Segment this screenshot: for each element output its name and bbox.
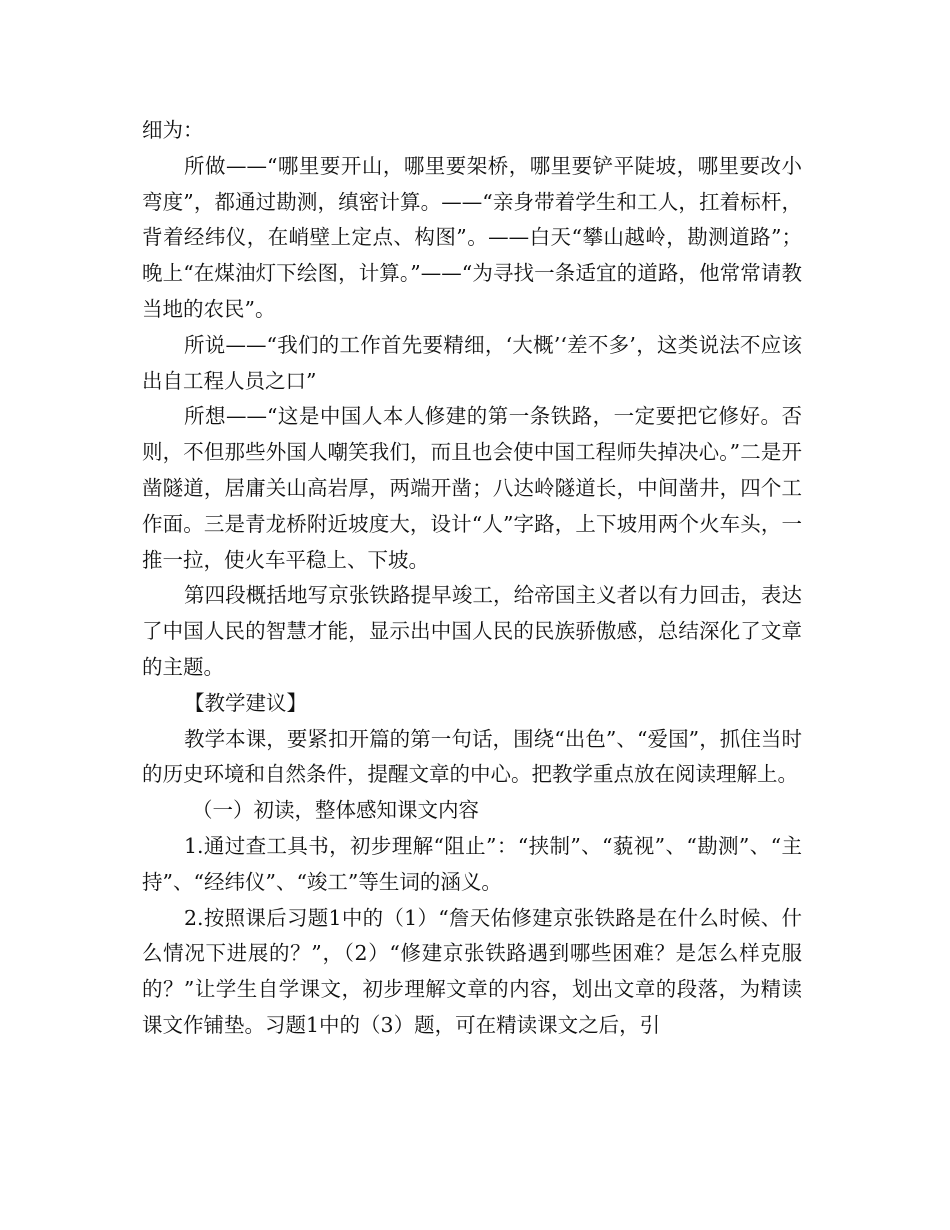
- subheading-first-reading: （一）初读，整体感知课文内容: [192, 798, 479, 823]
- paragraph-continuation: 细为：: [142, 118, 204, 142]
- paragraph-suoshuo: 所说——“我们的工作首先要精细，‘大概’‘差不多’，这类说法不应该出自工程人员之口”: [142, 332, 802, 393]
- list-item-1: 1.通过查工具书，初步理解“阻止”：“挟制”、“藐视”、“勘测”、“主持”、“经纬仪”、“竣工”等生词的涵义。: [142, 833, 802, 894]
- document-body: [142, 113, 802, 1044]
- paragraph-suozuo: 所做——“哪里要开山，哪里要架桥，哪里要铲平陡坡，哪里要改小弯度”，都通过勘测，缜密计算。——“亲身带着学生和工人，扛着标杆，背着经纬仪，在峭壁上定点、构图”。——白天“攀山越岭，勘测道路”；晚上“在煤油灯下绘图，计算。”——“为寻找一条适宜的道路，他常常请教当地的农民”。: [142, 153, 802, 321]
- paragraph-suoxiang: 所想——“这是中国人本人修建的第一条铁路，一定要把它修好。否则，不但那些外国人嘲笑我们，而且也会使中国工程师失掉决心。”二是开凿隧道，居庸关山高岩厚，两端开凿；八达岭隧道长，中间凿井，四个工作面。三是青龙桥附近坡度大，设计“人”字路，上下坡用两个火车头，一推一拉，使火车平稳上、下坡。: [142, 404, 802, 572]
- list-item-2: 2.按照课后习题1中的（1）“詹天佑修建京张铁路是在什么时候、什么情况下进展的？”，（2）“修建京张铁路遇到哪些困难？是怎么样克服的？”让学生自学课文，初步理解文章的内容，划出文章的段落，为精读课文作铺垫。习题1中的（3）题，可在精读课文之后，引: [142, 905, 802, 1037]
- paragraph-section-four: 第四段概括地写京张铁路提早竣工，给帝国主义者以有力回击，表达了中国人民的智慧才能，显示出中国人民的民族骄傲感，总结深化了文章的主题。: [142, 583, 802, 679]
- section-heading-teaching-suggestions: 【教学建议】: [184, 690, 307, 715]
- paragraph-teaching-intro: 教学本课，要紧扣开篇的第一句话，围绕“出色”、“爱国”，抓住当时的历史环境和自然条件，提醒文章的中心。把教学重点放在阅读理解上。: [142, 726, 802, 787]
